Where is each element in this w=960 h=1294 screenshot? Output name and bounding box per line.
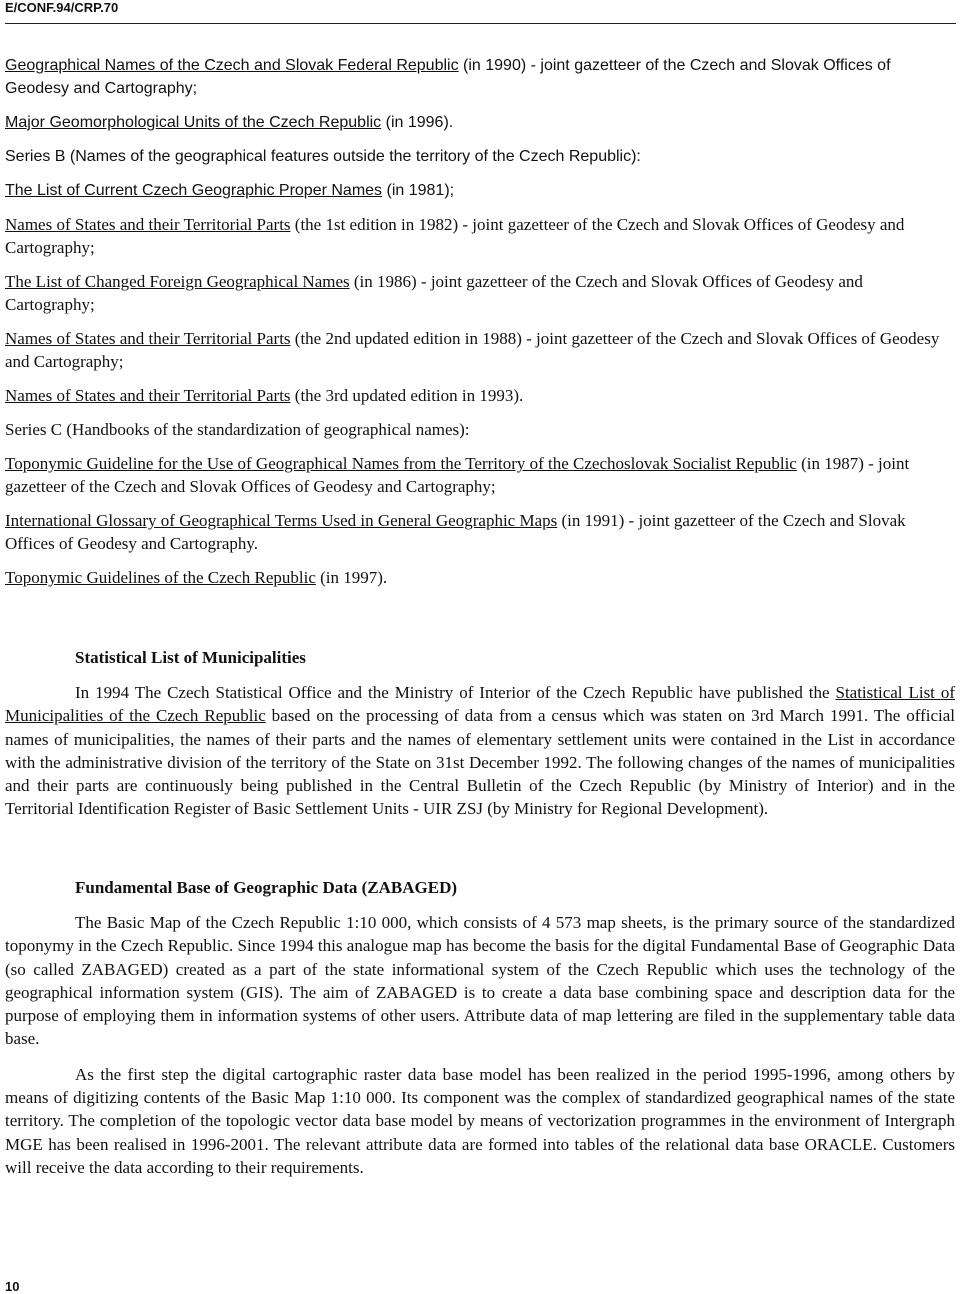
publication-details: (in 1987) - joint gazetteer of the Czech and Slovak Offices of Geodesy and Cartography; <box>5 454 910 496</box>
publication-details: (in 1981); <box>382 182 455 199</box>
publication-details: (in 1986) - joint gazetteer of the Czech and Slovak Offices of Geodesy and Cartography; <box>5 272 863 314</box>
publication-details: (in 1990) - joint gazetteer of the Czech and Slovak Offices of Geodesy and Cartography; <box>5 57 891 97</box>
section-heading: Fundamental Base of Geographic Data (ZABAGED) <box>75 878 458 897</box>
publication-title: The List of Current Czech Geographic Proper Names <box>5 182 383 199</box>
publication-title: Statistical List of Municipalities of the Czech Republic <box>5 683 956 726</box>
list-item <box>5 270 950 316</box>
list-item <box>5 111 950 134</box>
paragraph-text: based on the processing of data from a census which was staten on 3rd March 1991. The official names of municipalities, the names of their parts and the names of elementary settlement units were contained in the List in accordance with the administrative division of the territory of the State on 31st December 1992. The following changes of the names of municipalities and their parts are continuously being published in the Central Bulletin of the Czech Republic (by Ministry of Interior) and in the Territorial Identification Register of Basic Settlement Units - UIR ZSJ (by Ministry for Regional Development). <box>5 706 955 819</box>
publication-details: (in 1996). <box>381 114 454 131</box>
publication-details: (the 2nd updated edition in 1988) - joint gazetteer of the Czech and Slovak Offices of Geodesy and Cartography; <box>5 329 940 371</box>
document-code: E/CONF.94/CRP.70 <box>5 0 956 24</box>
publication-details: (the 3rd updated edition in 1993). <box>290 386 524 405</box>
page-number: 10 <box>5 1279 20 1294</box>
body-paragraph <box>5 681 955 821</box>
list-item <box>5 327 950 373</box>
list-item <box>5 213 950 259</box>
body-paragraph: As the first step the digital cartographic raster data base model has been realized in the period 1995-1996, among others by means of digitizing contents of the Basic Map 1:10 000. Its component was the complex of standardized geographical names of the state territory. The completion of the topologic vector data base model by means of vectorization programmes in the environment of Intergraph MGE has been realised in 1996-2001. The relevant attribute data are formed into tables of the relational data base ORACLE. Customers will receive the data according to their requirements. <box>5 1064 955 1177</box>
publication-details: (in 1991) - joint gazetteer of the Czech and Slovak Offices of Geodesy and Cartography. <box>5 511 906 553</box>
body-paragraph: The Basic Map of the Czech Republic 1:10 000, which consists of 4 573 map sheets, is the primary source of the standardized toponymy in the Czech Republic. Since 1994 this analogue map has become the basis for the digital Fundamental Base of Geographic Data (so called ZABAGED) created as a part of the state informational system of the Czech Republic which uses the technology of the geographical information system (GIS). The aim of ZABAGED is to create a data base combining space and description data for the purpose of employing them in information systems of other users. Attribute data of map lettering are filed in the supplementary table data base. <box>5 913 955 1049</box>
publication-title: Names of States and their Territorial Parts <box>5 386 291 405</box>
publication-title: Toponymic Guideline for the Use of Geographical Names from the Territory of the Czechoslovak Socialist Republic <box>5 454 797 473</box>
publication-title: International Glossary of Geographical Terms Used in General Geographic Maps <box>5 511 558 530</box>
series-c-heading: Series C (Handbooks of the standardization of geographical names): <box>5 420 470 439</box>
publication-title: Names of States and their Territorial Parts <box>5 215 291 234</box>
publication-title: The List of Changed Foreign Geographical Names <box>5 272 350 291</box>
publication-title: Names of States and their Territorial Parts <box>5 329 291 348</box>
zabaged-section <box>5 876 955 1191</box>
list-item <box>5 179 950 202</box>
publication-title: Major Geomorphological Units of the Czech Republic <box>5 114 382 131</box>
list-item <box>5 509 950 555</box>
publication-details: (the 1st edition in 1982) - joint gazetteer of the Czech and Slovak Offices of Geodesy and Cartography; <box>5 215 905 257</box>
publication-title: Toponymic Guidelines of the Czech Republic <box>5 568 316 587</box>
series-b-heading: Series B (Names of the geographical features outside the territory of the Czech Republic): <box>5 148 641 165</box>
publication-details: (in 1997). <box>315 568 388 587</box>
publications-list <box>5 54 950 600</box>
publication-title: Geographical Names of the Czech and Slovak Federal Republic <box>5 57 459 74</box>
list-item <box>5 566 950 589</box>
list-item <box>5 452 950 498</box>
paragraph-text: In 1994 The Czech Statistical Office and the Ministry of Interior of the Czech Republic have published the <box>75 683 836 702</box>
list-item <box>5 384 950 407</box>
statistical-section <box>5 646 955 833</box>
list-item <box>5 54 950 100</box>
section-heading: Statistical List of Municipalities <box>75 648 306 667</box>
